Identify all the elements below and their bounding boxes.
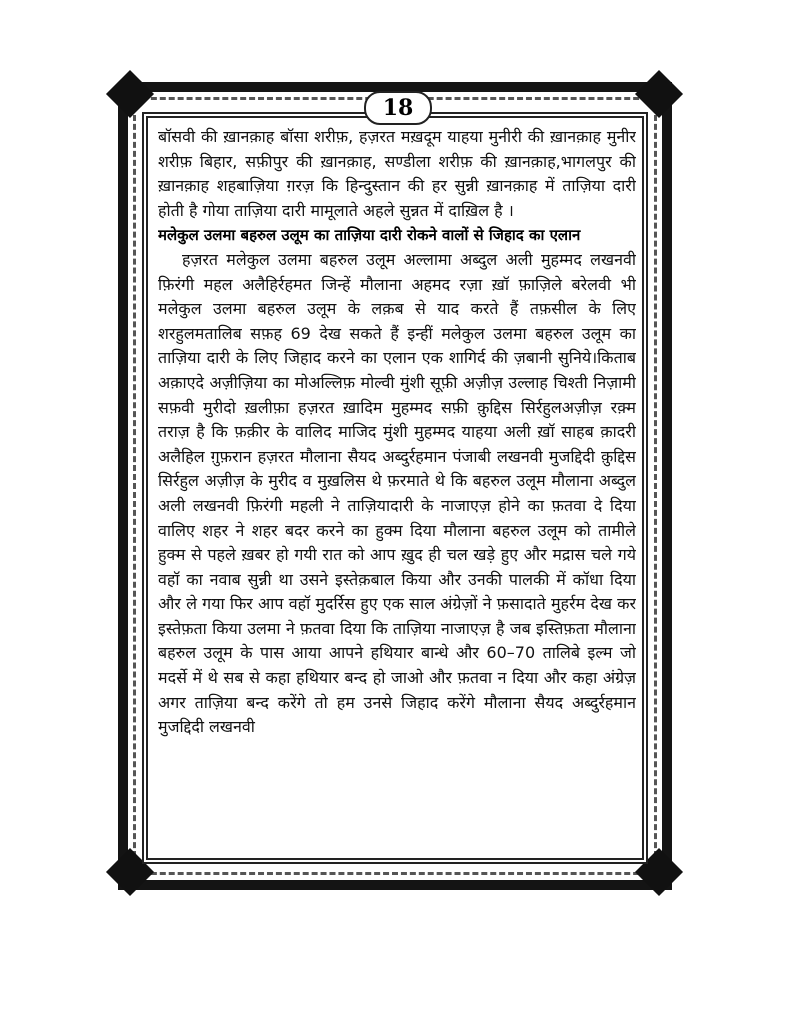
section-heading: मलेकुल उलमा बहरुल उलूम का ताज़िया दारी रोकने वालों से जिहाद का एलान: [158, 226, 581, 245]
body-paragraph: हज़रत मलेकुल उलमा बहरुल उलूम अल्लामा अब्दुल अली मुहम्मद लखनवी फ़िरंगी महल अलैहिर्रहमत जिन्हें मौलाना अहमद रज़ा ख़ॉ फ़ाज़िले बरेलवी भी मलेकुल उलमा बहरुल उलूम के लक़ब से याद करते हैं तफ़सील के लिए शरहुलमतालिब सफ़ह 69 देख सकते हैं इन्हीं मलेकुल उलमा बहरुल उलूम का ताज़िया दारी के लिए जिहाद करने का एलान एक शागिर्द की ज़बानी सुनिये।किताब अक़ाएदे अज़ीज़िया का मोअल्लिफ़ मोल्वी मुंशी सूफ़ी अज़ीज़ उल्लाह चिश्ती निज़ामी सफ़वी मुरीदो ख़लीफ़ा हज़रत ख़ादिम मुहम्मद सफ़ी क़ुद्दिस सिर्रहुलअज़ीज़ रक़्म तराज़ है कि फ़क़ीर के वालिद माजिद मुंशी मुहम्मद याहया अली ख़ॉ साहब क़ादरी अलैहिल ग़ुफ़रान हज़रत मौलाना सैयद अब्दुर्रहमान पंजाबी लखनवी मुजद्दिदी क़ुद्दिस सिर्रहुल अज़ीज़ के मुरीद व मुख़लिस थे फ़रमाते थे कि बहरुल उलूम मौलाना अब्दुल अली लखनवी फ़िरंगी महली ने ताज़ियादारी के नाजाएज़ होने का फ़तवा दे दिया वालिए शहर ने शहर बदर करने का हुक्म दिया मौलाना बहरुल उलूम को तामीले हुक्म से पहले ख़बर हो गयी रात को आप ख़ुद ही चल खड़े हुए और मद्रास चले गये वहॉ का नवाब सुन्नी था उसने इस्तेक़बाल किया और उनकी पालकी में कॉधा दिया और ले गया फिर आप वहॉ मुदर्रिस हुए एक साल अंग्रेज़ों ने फ़सादाते मुहर्रम देख कर इस्तेफ़ता किया उलमा ने फ़तवा दिया कि ताज़िया नाजाएज़ है जब इस्तिफ़ता मौलाना बहरुल उलूम के पास आया आपने हथियार बान्धे और 60–70 तालिबे इल्म जो मदर्से में थे सब से कहा हथियार बन्द हो जाओ और फ़तवा न दिया और कहा अंग्रेज़ अगर ताज़िया बन्द करेंगे तो हम उनसे जिहाद करेंगे मौलाना सैयद अब्दुर्रहमान मुजद्दिदी लखनवी: [158, 249, 636, 737]
intro-paragraph: बॉसवी की ख़ानक़ाह बॉसा शरीफ़, हज़रत मख़दूम याहया मुनीरी की ख़ानक़ाह मुनीर शरीफ़ बिहार, सफ़ीपुर की ख़ानक़ाह, सण्डीला शरीफ़ की ख़ानक़ाह,भागलपुर की ख़ानक़ाह शहबाज़िया ग़रज़ कि हिन्दुस्तान की हर सुन्नी ख़ानक़ाह में ताज़िया दारी होती है गोया ताज़िया दारी मामूलाते अहले सुन्नत में दाख़िल है ।: [158, 127, 636, 220]
page-content: [158, 125, 636, 855]
page-number: 18: [364, 91, 432, 125]
